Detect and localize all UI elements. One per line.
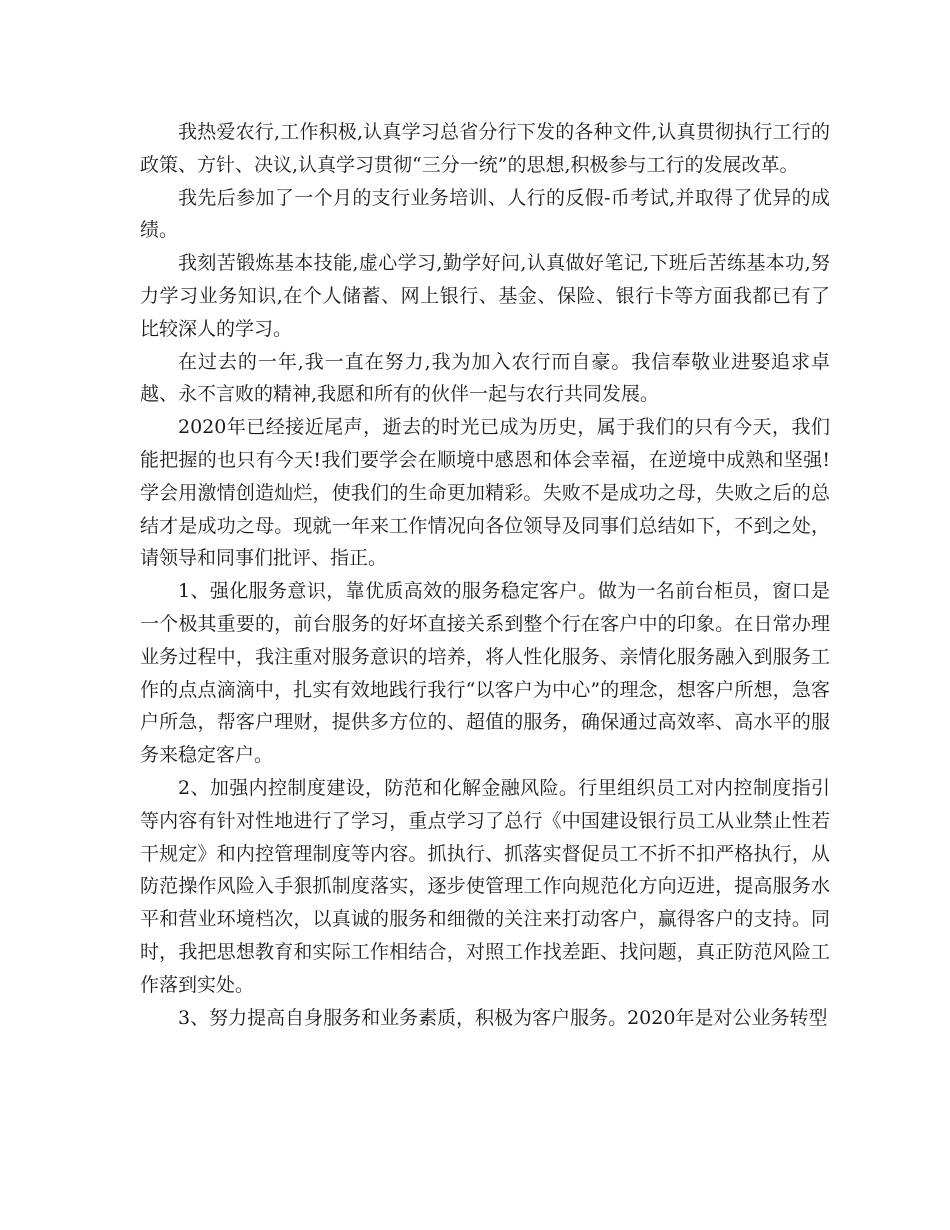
paragraph-5: 2020年已经接近尾声，逝去的时光已成为历史，属于我们的只有今天，我们能把握的也只有今天!我们要学会在顺境中感恩和体会幸福，在逆境中成熟和坚强!学会用激情创造灿烂，使我们的生命更加精彩。失败不是成功之母，失败之后的总结才是成功之母。现就一年来工作情况向各位领导及同事们总结如下，不到之处，请领导和同事们批评、指正。 — [140, 416, 830, 570]
paragraph-7: 2、加强内控制度建设，防范和化解金融风险。行里组织员工对内控制度指引等内容有针对性地进行了学习，重点学习了总行《中国建设银行员工从业禁止性若干规定》和内控管理制度等内容。抓执行、抓落实督促员工不折不扣严格执行，从防范操作风险入手狠抓制度落实，逐步使管理工作向规范化方向迈进，提高服务水平和营业环境档次，以真诚的服务和细微的关注来打动客户，赢得客户的支持。同时，我把思想教育和实际工作相结合，对照工作找差距、找问题，真正防范风险工作落到实处。 — [140, 776, 830, 996]
paragraph-4: 在过去的一年,我一直在努力,我为加入农行而自豪。我信奉敬业进娶追求卓越、永不言败的精神,我愿和所有的伙伴一起与农行共同发展。 — [140, 350, 830, 406]
paragraph-8: 3、努力提高自身服务和业务素质，积极为客户服务。2020年是对公业务转型 — [178, 1006, 828, 1029]
paragraph-3: 我刻苦锻炼基本技能,虚心学习,勤学好问,认真做好笔记,下班后苦练基本功,努力学习业务知识,在个人储蓄、网上银行、基金、保险、银行卡等方面我都已有了比较深人的学习。 — [140, 252, 830, 340]
paragraph-2: 我先后参加了一个月的支行业务培训、人行的反假-币考试,并取得了优异的成绩。 — [140, 186, 830, 242]
document-body — [140, 116, 830, 1034]
paragraph-6: 1、强化服务意识，靠优质高效的服务稳定客户。做为一名前台柜员，窗口是一个极其重要的，前台服务的好坏直接关系到整个行在客户中的印象。在日常办理业务过程中，我注重对服务意识的培养，将人性化服务、亲情化服务融入到服务工作的点点滴滴中，扎实有效地践行我行“以客户为中心”的理念，想客户所想，急客户所急，帮客户理财，提供多方位的、超值的服务，确保通过高效率、高水平的服务来稳定客户。 — [140, 580, 830, 767]
paragraph-1: 我热爱农行,工作积极,认真学习总省分行下发的各种文件,认真贯彻执行工行的政策、方针、决议,认真学习贯彻“三分一统”的思想,积极参与工行的发展改革。 — [140, 121, 830, 176]
